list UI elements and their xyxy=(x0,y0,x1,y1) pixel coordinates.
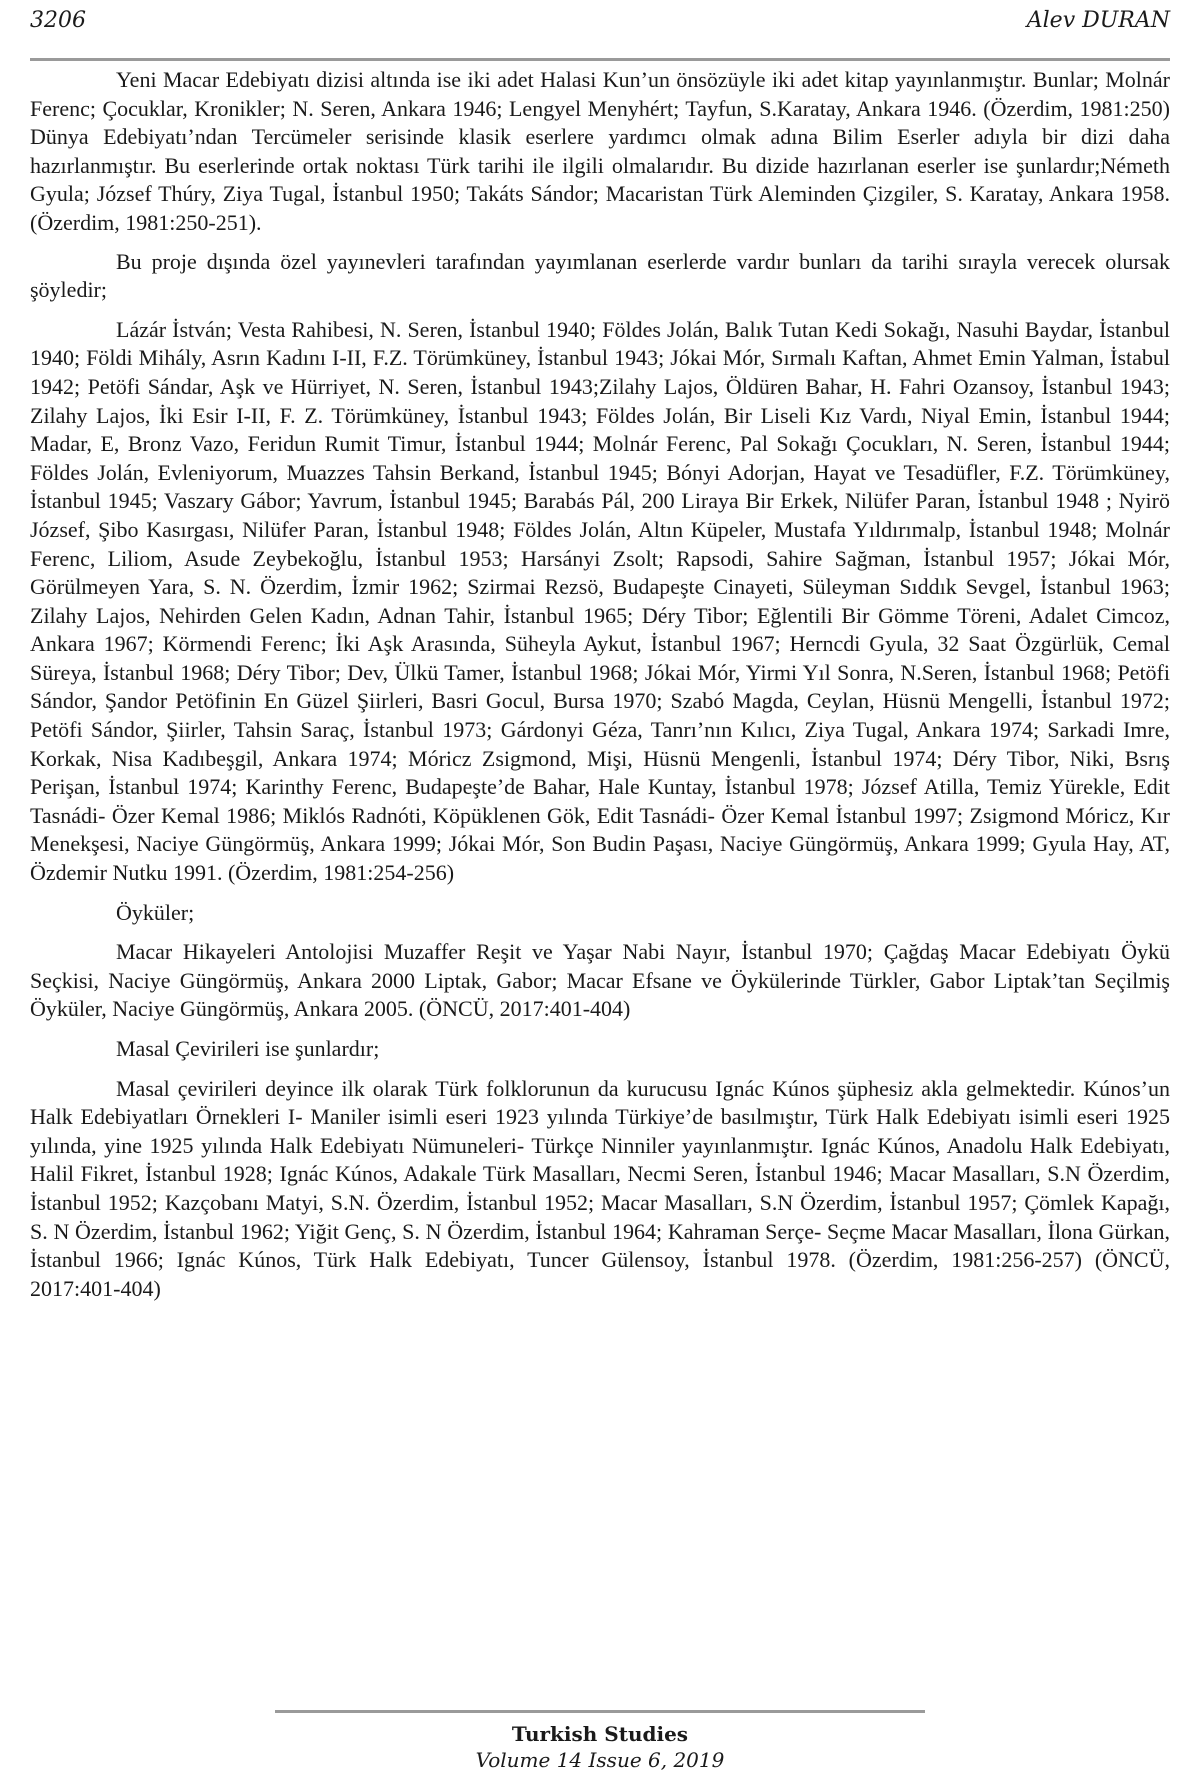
header-rule xyxy=(30,58,1170,61)
section-heading-tales: Masal Çevirileri ise şunlardır; xyxy=(116,1036,380,1061)
running-header xyxy=(30,8,1170,48)
footer-rule xyxy=(275,1710,925,1713)
paragraph: Bu proje dışında özel yayınevleri tarafından yayımlanan eserlerde vardır bunları da tarihi sırayla verecek olursak şöyledir; xyxy=(30,248,1170,303)
journal-issue: Volume 14 Issue 6, 2019 xyxy=(475,1748,725,1772)
paragraph: Masal çevirileri deyince ilk olarak Türk folklorunun da kurucusu Ignác Kúnos şüphesiz akla gelmektedir. Kúnos’un Halk Edebiyatları Örnekleri I- Maniler isimli eseri 1923 yılında Türkiye’de basılmıştır, Türk Halk Edebiyatı isimli eseri 1925 yılında, yine 1925 yılında Halk Edebiyatı Nümuneleri- Türkçe Ninniler yayınlanmıştır. Ignác Kúnos, Anadolu Halk Edebiyatı, Halil Fikret, İstanbul 1928; Ignác Kúnos, Adakale Türk Masalları, Necmi Seren, İstanbul 1946; Macar Masalları, S.N Özerdim, İstanbul 1952; Kazçobanı Matyi, S.N. Özerdim, İstanbul 1952; Macar Masalları, S.N Özerdim, İstanbul 1957; Çömlek Kapağı, S. N Özerdim, İstanbul 1962; Yiğit Genç, S. N Özerdim, İstanbul 1964; Kahraman Serçe- Seçme Macar Masalları, İlona Gürkan, İstanbul 1966; Ignác Kúnos, Türk Halk Edebiyatı, Tuncer Gülensoy, İstanbul 1978. (Özerdim, 1981:256-257) (ÖNCÜ, 2017:401-404) xyxy=(30,1075,1170,1301)
paragraph: Macar Hikayeleri Antolojisi Muzaffer Reşit ve Yaşar Nabi Nayır, İstanbul 1970; Çağdaş Macar Edebiyatı Öykü Seçkisi, Naciye Güngörmüş, Ankara 2000 Liptak, Gabor; Macar Efsane ve Öykülerinde Türkler, Gabor Liptak’tan Seçilmiş Öyküler, Naciye Güngörmüş, Ankara 2005. (ÖNCÜ, 2017:401-404) xyxy=(30,939,1170,1022)
journal-title: Turkish Studies xyxy=(511,1722,689,1746)
paragraph: Lázár İstván; Vesta Rahibesi, N. Seren, İstanbul 1940; Földes Jolán, Balık Tutan Kedi Sokağı, Nasuhi Baydar, İstanbul 1940; Földi Mihály, Asrın Kadını I-II, F.Z. Törümküney, İstanbul 1943; Jókai Mór, Sırmalı Kaftan, Ahmet Emin Yalman, İstabul 1942; Petöfi Sándar, Aşk ve Hürriyet, N. Seren, İstanbul 1943;Zilahy Lajos, Öldüren Bahar, H. Fahri Ozansoy, İstanbul 1943; Zilahy Lajos, İki Esir I-II, F. Z. Törümküney, İstanbul 1943; Földes Jolán, Bir Liseli Kız Vardı, Niyal Emin, İstanbul 1944; Madar, E, Bronz Vazo, Feridun Rumit Timur, İstanbul 1944; Molnár Ferenc, Pal Sokağı Çocukları, N. Seren, İstanbul 1944; Földes Jolán, Evleniyorum, Muazzes Tahsin Berkand, İstanbul 1945; Bónyi Adorjan, Hayat ve Tesadüfler, F.Z. Törümküney, İstanbul 1945; Vaszary Gábor; Yavrum, İstanbul 1945; Barabás Pál, 200 Liraya Bir Erkek, Nilüfer Paran, İstanbul 1948 ; Nyirö József, Şibo Kasırgası, Nilüfer Paran, İstanbul 1948; Földes Jolán, Altın Küpeler, Mustafa Yıldırımalp, İstanbul 1948; Molnár Ferenc, Liliom, Asude Zeybekoğlu, İstanbul 1953; Harsányi Zsolt; Rapsodi, Sahire Sağman, İstanbul 1957; Jókai Mór, Görülmeyen Yara, S. N. Özerdim, İzmir 1962; Szirmai Rezsö, Budapeşte Cinayeti, Süleyman Sıddık Sevgel, İstanbul 1963; Zilahy Lajos, Nehirden Gelen Kadın, Adnan Tahir, İstanbul 1965; Déry Tibor; Eğlentili Bir Gömme Töreni, Adalet Cimcoz, Ankara 1967; Körmendi Ferenc; İki Aşk Arasında, Süheyla Aykut, İstanbul 1967; Herncdi Gyula, 32 Saat Özgürlük, Cemal Süreya, İstanbul 1968; Déry Tibor; Dev, Ülkü Tamer, İstanbul 1968; Jókai Mór, Yirmi Yıl Sonra, N.Seren, İstanbul 1968; Petöfi Sándor, Şandor Petöfinin En Güzel Şiirleri, Basri Gocul, Bursa 1970; Szabó Magda, Ceylan, Hüsnü Mengelli, İstanbul 1972; Petöfi Sándor, Şiirler, Tahsin Saraç, İstanbul 1973; Gárdonyi Géza, Tanrı’nın Kılıcı, Ziya Tugal, Ankara 1974; Sarkadi Imre, Korkak, Nisa Kadıbeşgil, Ankara 1974; Móricz Zsigmond, Mişi, Hüsnü Mengenli, İstanbul 1974; Déry Tibor, Niki, Bsrış Perişan, İstanbul 1974; Karinthy Ferenc, Budapeşte’de Bahar, Hale Kuntay, İstanbul 1978; József Atilla, Temiz Yürekle, Edit Tasnádi- Özer Kemal 1986; Miklós Radnóti, Köpüklenen Gök, Edit Tasnádi- Özer Kemal İstanbul 1997; Zsigmond Móricz, Kır Menekşesi, Naciye Güngörmüş, Ankara 1999; Jókai Mór, Son Budin Paşası, Naciye Güngörmüş, Ankara 1999; Gyula Hay, AT, Özdemir Nutku 1991. (Özerdim, 1981:254-256) xyxy=(30,316,1170,886)
body-text xyxy=(30,66,1170,1314)
section-heading-stories: Öyküler; xyxy=(116,899,195,925)
running-head-author: Alev DURAN xyxy=(1026,8,1170,33)
paragraph: Yeni Macar Edebiyatı dizisi altında ise iki adet Halasi Kun’un önsözüyle iki adet kitap yayınlanmıştır. Bunlar; Molnár Ferenc; Çocuklar, Kronikler; N. Seren, Ankara 1946; Lengyel Menyhért; Tayfun, S.Karatay, Ankara 1946. (Özerdim, 1981:250) Dünya Edebiyatı’ndan Tercümeler serisinde klasik eserlere yardımcı olmak adına Bilim Eserler adıyla bir dizi daha hazırlanmıştır. Bu eserlerinde ortak noktası Türk tarihi ile ilgili olmalarıdır. Bu dizide hazırlanan eserler ise şunlardır;Németh Gyula; József Thúry, Ziya Tugal, İstanbul 1950; Takáts Sándor; Macaristan Türk Aleminden Çizgiler, S. Karatay, Ankara 1958. (Özerdim, 1981:250-251). xyxy=(30,67,1170,235)
page-number: 3206 xyxy=(30,8,86,33)
